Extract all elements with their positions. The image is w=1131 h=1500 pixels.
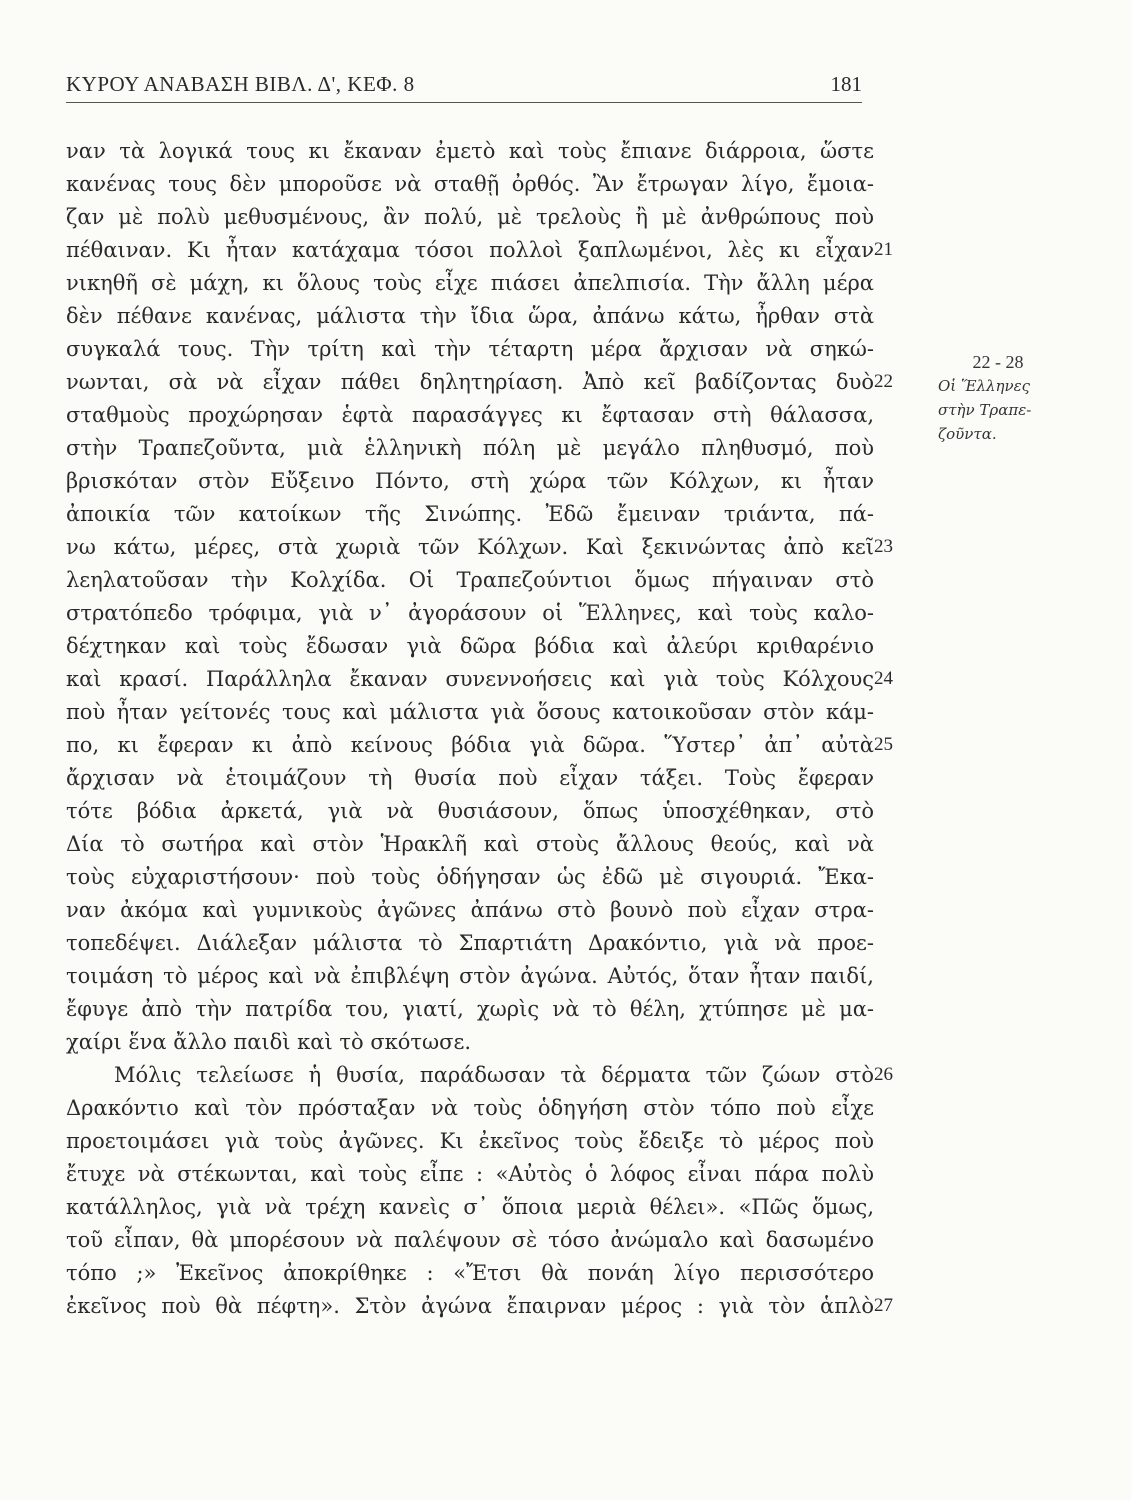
text-line: σταθμοὺς προχώρησαν ἑφτὰ παρασάγγες κι ἔφτασαν στὴ θάλασσα,: [66, 403, 874, 427]
text-line: ναν ἀκόμα καὶ γυμνικοὺς ἀγῶνες ἀπάνω στὸ βουνὸ ποὺ εἶχαν στρα-: [66, 898, 874, 922]
text-line: νω κάτω, μέρες, στὰ χωριὰ τῶν Κόλχων. Καὶ ξεκινώντας ἀπὸ κεῖ: [66, 535, 874, 559]
section-number: 23: [874, 536, 893, 557]
text-line: ἔφυγε ἀπὸ τὴν πατρίδα του, γιατί, χωρὶς νὰ τὸ θέλη, χτύπησε μὲ μα-: [66, 997, 874, 1021]
margin-note-line: στὴν Τραπε-: [938, 401, 1032, 419]
text-line: ἐκεῖνος ποὺ θὰ πέφτη». Στὸν ἀγώνα ἔπαιρναν μέρος : γιὰ τὸν ἁπλὸ: [66, 1294, 874, 1318]
text-line: κανένας τους δὲν μποροῦσε νὰ σταθῇ ὀρθός. Ἂν ἔτρωγαν λίγο, ἔμοια-: [66, 172, 874, 196]
text-line: Δρακόντιο καὶ τὸν πρόσταξαν νὰ τοὺς ὁδηγήση στὸν τόπο ποὺ εἶχε: [66, 1096, 874, 1120]
text-line: τόπο ;» Ἐκεῖνος ἀποκρίθηκε : «Ἔτσι θὰ πονάη λίγο περισσότερο: [66, 1261, 874, 1285]
text-line: πο, κι ἔφεραν κι ἀπὸ κείνους βόδια γιὰ δῶρα. Ὕστερ᾽ ἀπ᾽ αὐτὰ: [66, 733, 874, 757]
text-line: τοπεδέψει. Διάλεξαν μάλιστα τὸ Σπαρτιάτη Δρακόντιο, γιὰ νὰ προε-: [66, 931, 874, 955]
text-line: ποὺ ἦταν γείτονές τους καὶ μάλιστα γιὰ ὅσους κατοικοῦσαν στὸν κάμ-: [66, 700, 874, 724]
text-line: κατάλληλος, γιὰ νὰ τρέχη κανεὶς σ᾽ ὅποια μεριὰ θέλει». «Πῶς ὅμως,: [66, 1195, 874, 1219]
section-number: 26: [874, 1064, 893, 1085]
text-line: Δία τὸ σωτήρα καὶ στὸν Ἡρακλῆ καὶ στοὺς ἄλλους θεούς, καὶ νὰ: [66, 832, 874, 856]
text-line: νικηθῆ σὲ μάχη, κι ὅλους τοὺς εἶχε πιάσει ἀπελπισία. Τὴν ἄλλη μέρα: [66, 271, 874, 295]
margin-note-line: ζοῦντα.: [938, 425, 997, 443]
text-line: τοιμάση τὸ μέρος καὶ νὰ ἐπιβλέψη στὸν ἀγώνα. Αὐτός, ὅταν ἦταν παιδί,: [66, 964, 874, 988]
text-line: ἔτυχε νὰ στέκωνται, καὶ τοὺς εἶπε : «Αὐτὸς ὁ λόφος εἶναι πάρα πολὺ: [66, 1162, 874, 1186]
section-number: 22: [874, 371, 893, 392]
text-line: συγκαλά τους. Τὴν τρίτη καὶ τὴν τέταρτη μέρα ἄρχισαν νὰ σηκώ-: [66, 337, 874, 361]
margin-note-line: Οἱ Ἕλληνες: [938, 377, 1031, 395]
section-number: 27: [874, 1295, 893, 1316]
text-line: βρισκόταν στὸν Εὔξεινο Πόντο, στὴ χώρα τῶν Κόλχων, κι ἦταν: [66, 469, 874, 493]
text-line: στὴν Τραπεζοῦντα, μιὰ ἑλληνικὴ πόλη μὲ μεγάλο πληθυσμό, ποὺ: [66, 436, 874, 460]
text-line: ζαν μὲ πολὺ μεθυσμένους, ἂν πολύ, μὲ τρελοὺς ἢ μὲ ἀνθρώπους ποὺ: [66, 205, 874, 229]
page-number: 181: [830, 72, 862, 96]
running-head: [66, 66, 862, 103]
text-line: καὶ κρασί. Παράλληλα ἔκαναν συνεννοήσεις καὶ γιὰ τοὺς Κόλχους: [66, 667, 874, 691]
text-line: στρατόπεδο τρόφιμα, γιὰ ν᾽ ἀγοράσουν οἱ Ἕλληνες, καὶ τοὺς καλο-: [66, 601, 874, 625]
text-line: Μόλις τελείωσε ἡ θυσία, παράδωσαν τὰ δέρματα τῶν ζώων στὸ: [114, 1063, 874, 1087]
text-line: ναν τὰ λογικά τους κι ἔκαναν ἐμετὸ καὶ τοὺς ἔπιανε διάρροια, ὥστε: [66, 139, 874, 163]
running-head-title: ΚΥΡΟΥ ΑΝΑΒΑΣΗ ΒΙΒΛ. Δ', ΚΕΦ. 8: [66, 72, 415, 96]
section-number: 25: [874, 734, 893, 755]
section-number: 24: [874, 668, 893, 689]
margin-note: [938, 350, 1088, 446]
text-line: ἄρχισαν νὰ ἑτοιμάζουν τὴ θυσία ποὺ εἶχαν τάξει. Τοὺς ἔφεραν: [66, 766, 874, 790]
text-line: τοῦ εἶπαν, θὰ μπορέσουν νὰ παλέψουν σὲ τόσο ἀνώμαλο καὶ δασωμένο: [66, 1228, 874, 1252]
text-line: δέχτηκαν καὶ τοὺς ἔδωσαν γιὰ δῶρα βόδια καὶ ἀλεύρι κριθαρένιο: [66, 634, 874, 658]
text-line: λεηλατοῦσαν τὴν Κολχίδα. Οἱ Τραπεζούντιοι ὅμως πήγαιναν στὸ: [66, 568, 874, 592]
section-number: 21: [874, 239, 893, 260]
margin-note-range: 22 - 28: [972, 352, 1024, 372]
text-line: δὲν πέθανε κανένας, μάλιστα τὴν ἴδια ὥρα, ἀπάνω κάτω, ἦρθαν στὰ: [66, 304, 874, 328]
text-line: ἀποικία τῶν κατοίκων τῆς Σινώπης. Ἐδῶ ἔμειναν τριάντα, πά-: [66, 502, 874, 526]
text-line: πέθαιναν. Κι ἦταν κατάχαμα τόσοι πολλοὶ ξαπλωμένοι, λὲς κι εἶχαν: [66, 238, 874, 262]
text-line: νωνται, σὰ νὰ εἶχαν πάθει δηλητηρίαση. Ἀπὸ κεῖ βαδίζοντας δυὸ: [66, 370, 874, 394]
text-line: χαίρι ἕνα ἄλλο παιδὶ καὶ τὸ σκότωσε.: [66, 1030, 472, 1054]
text-line: προετοιμάσει γιὰ τοὺς ἀγῶνες. Κι ἐκεῖνος τοὺς ἔδειξε τὸ μέρος ποὺ: [66, 1129, 874, 1153]
text-line: τοὺς εὐχαριστήσουν· ποὺ τοὺς ὁδήγησαν ὡς ἐδῶ μὲ σιγουριά. Ἔκα-: [66, 865, 874, 889]
text-line: τότε βόδια ἀρκετά, γιὰ νὰ θυσιάσουν, ὅπως ὑποσχέθηκαν, στὸ: [66, 799, 874, 823]
